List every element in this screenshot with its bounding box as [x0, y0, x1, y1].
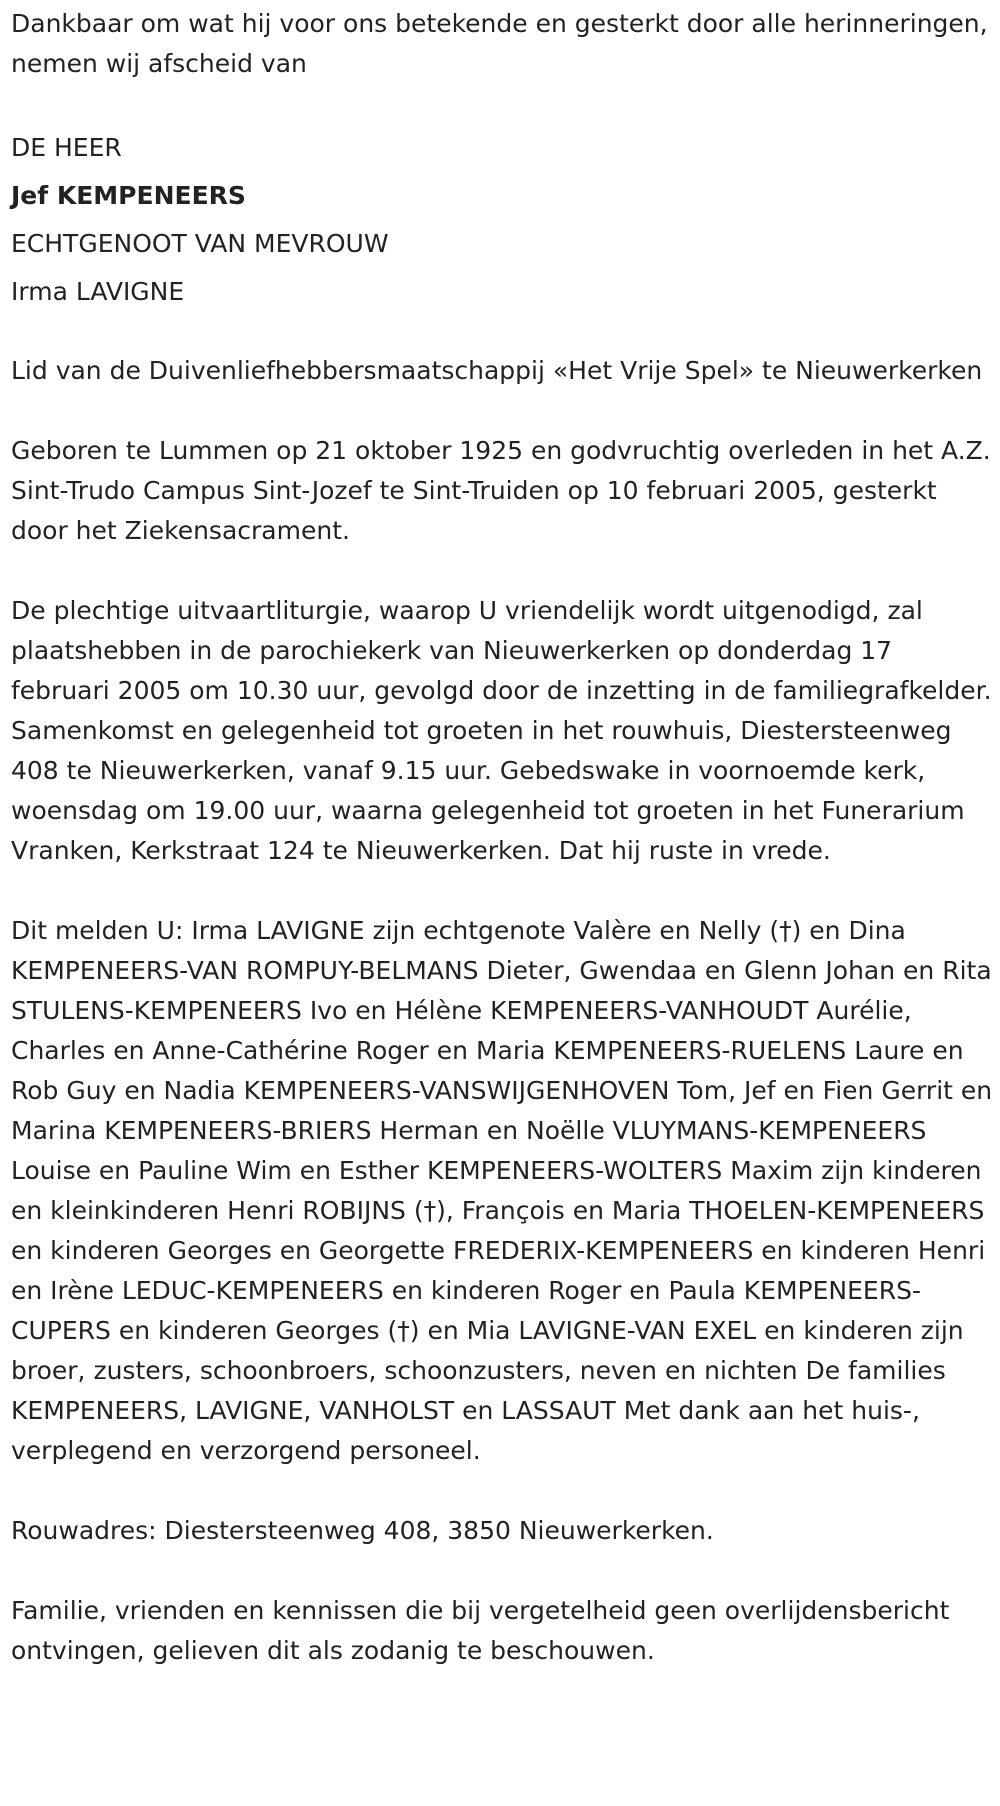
intro-text: Dankbaar om wat hij voor ons betekende en gesterkt door alle herinneringen, nemen wij afscheid van — [11, 9, 988, 78]
birth-death-text: Geboren te Lummen op 21 oktober 1925 en godvruchtig overleden in het A.Z. Sint-Trudo Campus Sint-Jozef te Sint-Truiden op 10 februari 2005, gesterkt door het Ziekensacrament. — [11, 436, 991, 545]
deceased-block — [11, 124, 996, 316]
closing-text: Familie, vrienden en kennissen die bij vergetelheid geen overlijdensbericht ontvingen, gelieven dit als zodanig te beschouwen. — [11, 1596, 950, 1665]
spouse-name: Irma LAVIGNE — [11, 277, 185, 306]
deceased-name: Jef KEMPENEERS — [11, 181, 246, 210]
spouse-label: ECHTGENOOT VAN MEVROUW — [11, 229, 389, 258]
obituary-document — [11, 4, 996, 1671]
funeral-text: De plechtige uitvaartliturgie, waarop U vriendelijk wordt uitgenodigd, zal plaatshebben in de parochiekerk van Nieuwerkerken op donderdag 17 februari 2005 om 10.30 uur, gevolgd door de inzetting in de familiegrafkelder. Samenkomst en gelegenheid tot groeten in het rouwhuis, Diestersteenweg 408 te Nieuwerkerken, vanaf 9.15 uur. Gebedswake in voornoemde kerk, woensdag om 19.00 uur, waarna gelegenheid tot groeten in het Funerarium Vranken, Kerkstraat 124 te Nieuwerkerken. Dat hij ruste in vrede. — [11, 596, 992, 865]
title-label: DE HEER — [11, 133, 122, 162]
address-text: Rouwadres: Diestersteenweg 408, 3850 Nieuwerkerken. — [11, 1516, 714, 1545]
membership-text: Lid van de Duivenliefhebbersmaatschappij «Het Vrije Spel» te Nieuwerkerken — [11, 356, 983, 385]
family-text: Dit melden U: Irma LAVIGNE zijn echtgenote Valère en Nelly (†) en Dina KEMPENEERS-VAN ROMPUY-BELMANS Dieter, Gwendaa en Glenn Johan en Rita STULENS-KEMPENEERS Ivo en Hélène KEMPENEERS-VANHOUDT Aurélie, Charles en Anne-Cathérine Roger en Maria KEMPENEERS-RUELENS Laure en Rob Guy en Nadia KEMPENEERS-VANSWIJGENHOVEN Tom, Jef en Fien Gerrit en Marina KEMPENEERS-BRIERS Herman en Noëlle VLUYMANS-KEMPENEERS Louise en Pauline Wim en Esther KEMPENEERS-WOLTERS Maxim zijn kinderen en kleinkinderen Henri ROBIJNS (†), François en Maria THOELEN-KEMPENEERS en kinderen Georges en Georgette FREDERIX-KEMPENEERS en kinderen Henri en Irène LEDUC-KEMPENEERS en kinderen Roger en Paula KEMPENEERS-CUPERS en kinderen Georges (†) en Mia LAVIGNE-VAN EXEL en kinderen zijn broer, zusters, schoonbroers, schoonzusters, neven en nichten De families KEMPENEERS, LAVIGNE, VANHOLST en LASSAUT Met dank aan het huis-, verplegend en verzorgend personeel. — [11, 916, 993, 1465]
